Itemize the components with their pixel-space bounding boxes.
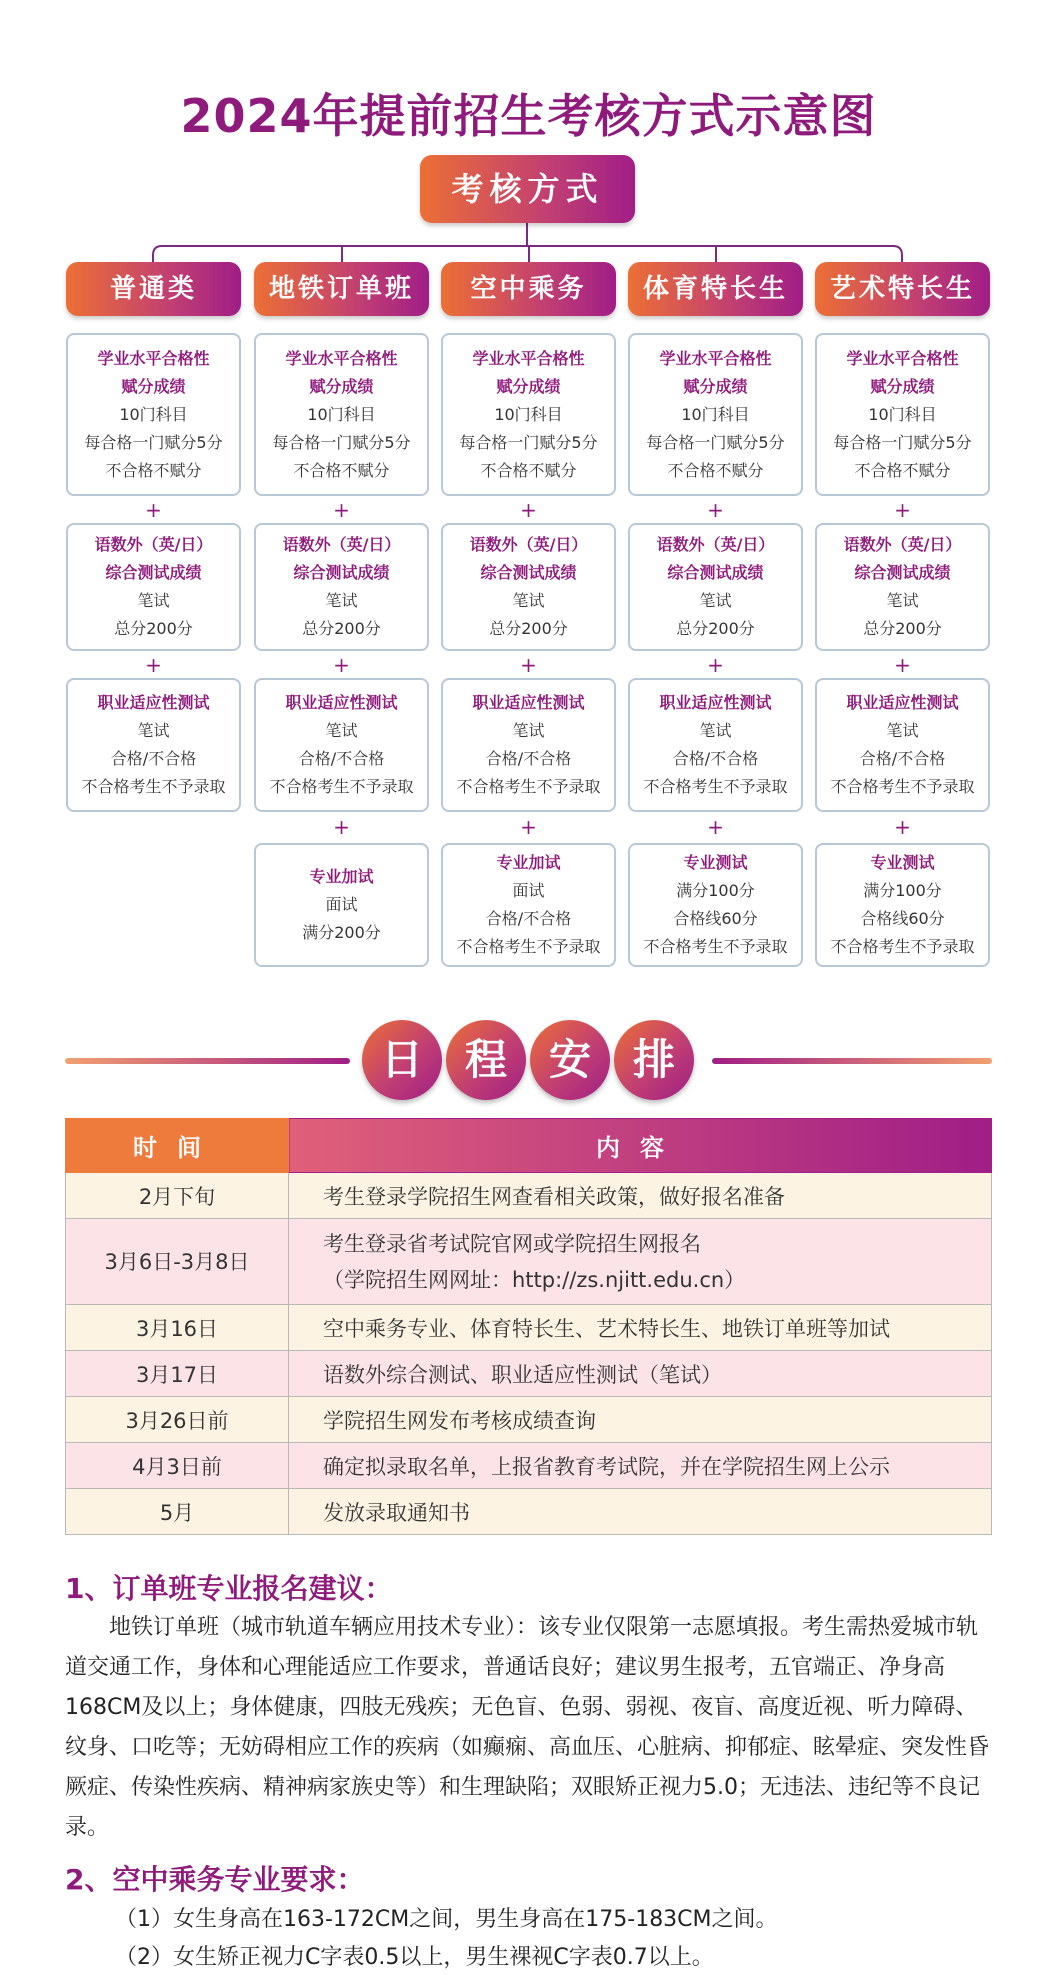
card-line: 笔试 — [699, 721, 732, 740]
card-line: 笔试 — [512, 721, 545, 740]
card-heading: 综合测试成绩 — [105, 563, 202, 582]
row-content: 考生登录学院招生网查看相关政策，做好报名准备 — [289, 1173, 992, 1219]
exam-card — [441, 523, 616, 651]
exam-card — [815, 523, 990, 651]
plus-sign: + — [894, 498, 911, 522]
plus-sign: + — [333, 653, 350, 677]
card-line: 不合格考生不予录取 — [643, 777, 788, 796]
card-line: 面试 — [512, 881, 545, 900]
card-line: 总分200分 — [676, 619, 755, 638]
card-line: 不合格不赋分 — [480, 460, 577, 480]
table-row — [66, 1173, 992, 1219]
card-line: 不合格不赋分 — [105, 460, 202, 480]
category-flight-attendant: 空中乘务 — [441, 262, 616, 316]
extra-test-card-flight — [441, 843, 616, 967]
schedule-title-char: 日 — [362, 1020, 442, 1100]
plus-sign: + — [894, 653, 911, 677]
row-content: 确定拟录取名单，上报省教育考试院，并在学院招生网上公示 — [289, 1443, 992, 1489]
aptitude-card — [254, 678, 429, 812]
divider-left — [65, 1058, 350, 1064]
card-heading: 赋分成绩 — [683, 376, 748, 396]
academic-card — [66, 333, 241, 496]
row-content — [289, 1219, 992, 1305]
card-line: 笔试 — [512, 591, 545, 610]
card-line: 合格线60分 — [860, 909, 945, 928]
row-content: 空中乘务专业、体育特长生、艺术特长生、地铁订单班等加试 — [289, 1305, 992, 1351]
card-line: 不合格考生不予录取 — [269, 777, 414, 796]
table-row — [66, 1443, 992, 1489]
card-line: 不合格不赋分 — [667, 460, 764, 480]
row-time: 3月6日-3月8日 — [66, 1219, 289, 1305]
card-heading: 语数外（英/日） — [656, 535, 775, 554]
card-heading: 职业适应性测试 — [285, 693, 398, 712]
exam-card — [254, 523, 429, 651]
card-heading: 语数外（英/日） — [94, 535, 213, 554]
card-heading: 专业测试 — [870, 853, 935, 872]
card-line: 不合格考生不予录取 — [830, 937, 975, 956]
card-line: 总分200分 — [114, 619, 193, 638]
plus-sign: + — [333, 498, 350, 522]
row-time: 2月下旬 — [66, 1173, 289, 1219]
academic-card — [815, 333, 990, 496]
aptitude-card — [66, 678, 241, 812]
table-row — [66, 1219, 992, 1305]
section2-item: （1）女生身高在163-172CM之间，男生身高在175-183CM之间。 — [115, 1907, 778, 1932]
card-line: 每合格一门赋分5分 — [459, 432, 598, 452]
card-line: 合格线60分 — [673, 909, 758, 928]
card-heading: 职业适应性测试 — [659, 693, 772, 712]
card-line: 不合格考生不予录取 — [456, 777, 601, 796]
card-line: 合格/不合格 — [859, 749, 946, 768]
card-line: 合格/不合格 — [298, 749, 385, 768]
assessment-method-root: 考核方式 — [420, 155, 635, 223]
plus-sign: + — [707, 653, 724, 677]
card-heading: 职业适应性测试 — [97, 693, 210, 712]
card-line: 满分100分 — [863, 881, 942, 900]
card-heading: 赋分成绩 — [496, 376, 561, 396]
card-line: 笔试 — [886, 721, 919, 740]
card-line: 每合格一门赋分5分 — [646, 432, 785, 452]
row-time: 3月16日 — [66, 1305, 289, 1351]
plus-sign: + — [707, 815, 724, 839]
card-line: 满分200分 — [302, 923, 381, 942]
header-time: 时间 — [66, 1119, 289, 1173]
table-row — [66, 1305, 992, 1351]
card-heading: 专业测试 — [683, 853, 748, 872]
card-line: 不合格考生不予录取 — [456, 937, 601, 956]
card-line: 合格/不合格 — [485, 749, 572, 768]
card-line: 合格/不合格 — [110, 749, 197, 768]
page-title: 2024年提前招生考核方式示意图 — [180, 89, 877, 143]
exam-card — [66, 523, 241, 651]
plus-sign: + — [894, 815, 911, 839]
row-content: 学院招生网发布考核成绩查询 — [289, 1397, 992, 1443]
card-line: 笔试 — [137, 591, 170, 610]
row-time: 4月3日前 — [66, 1443, 289, 1489]
schedule-title-char: 排 — [614, 1020, 694, 1100]
card-heading: 学业水平合格性 — [846, 348, 959, 368]
card-line: 总分200分 — [302, 619, 381, 638]
card-line: 不合格不赋分 — [293, 460, 390, 480]
card-heading: 专业加试 — [496, 853, 561, 872]
registration-url-line: （学院招生网网址：http://zs.njitt.edu.cn） — [323, 1267, 746, 1292]
card-line: 笔试 — [325, 591, 358, 610]
card-heading: 综合测试成绩 — [667, 563, 764, 582]
schedule-title-char: 程 — [446, 1020, 526, 1100]
row-time: 3月26日前 — [66, 1397, 289, 1443]
table-row — [66, 1351, 992, 1397]
card-line: 不合格不赋分 — [854, 460, 951, 480]
card-heading: 专业加试 — [309, 867, 374, 886]
extra-test-card-sports — [628, 843, 803, 967]
academic-card — [254, 333, 429, 496]
section1-body: 地铁订单班（城市轨道车辆应用技术专业）：该专业仅限第一志愿填报。考生需热爱城市轨道交通工作，身体和心理能适应工作要求，普通话良好；建议男生报考，五官端正、净身高168CM及以上；身体健康，四肢无残疾；无色盲、色弱、弱视、夜盲、高度近视、听力障碍、纹身、口吃等；无妨碍相应工作的疾病（如癫痫、高血压、心脏病、抑郁症、眩晕症、突发性昏厥症、传染性疾病、精神病家族史等）和生理缺陷；双眼矫正视力5.0；无违法、违纪等不良记录。 — [65, 1615, 990, 1840]
card-line: 不合格考生不予录取 — [643, 937, 788, 956]
aptitude-card — [441, 678, 616, 812]
row-content-line: 考生登录省考试院官网或学院招生网报名 — [323, 1231, 701, 1256]
schedule-header-row — [66, 1119, 992, 1173]
header-content: 内容 — [289, 1119, 992, 1173]
card-heading: 学业水平合格性 — [659, 348, 772, 368]
card-heading: 语数外（英/日） — [469, 535, 588, 554]
extra-test-card-arts — [815, 843, 990, 967]
card-line: 10门科目 — [868, 404, 937, 424]
plus-sign: + — [145, 498, 162, 522]
divider-right — [712, 1058, 992, 1064]
category-sports-specialty: 体育特长生 — [628, 262, 803, 316]
card-heading: 职业适应性测试 — [846, 693, 959, 712]
card-line: 笔试 — [137, 721, 170, 740]
card-heading: 综合测试成绩 — [293, 563, 390, 582]
category-arts-specialty: 艺术特长生 — [815, 262, 990, 316]
card-line: 不合格考生不予录取 — [830, 777, 975, 796]
aptitude-card — [628, 678, 803, 812]
schedule-table — [65, 1118, 992, 1535]
card-line: 10门科目 — [681, 404, 750, 424]
card-line: 10门科目 — [119, 404, 188, 424]
card-heading: 赋分成绩 — [121, 376, 186, 396]
plus-sign: + — [520, 653, 537, 677]
card-heading: 赋分成绩 — [309, 376, 374, 396]
card-line: 笔试 — [886, 591, 919, 610]
card-heading: 职业适应性测试 — [472, 693, 585, 712]
card-heading: 语数外（英/日） — [843, 535, 962, 554]
card-line: 10门科目 — [307, 404, 376, 424]
row-time: 3月17日 — [66, 1351, 289, 1397]
plus-sign: + — [333, 815, 350, 839]
card-line: 笔试 — [699, 591, 732, 610]
plus-sign: + — [520, 498, 537, 522]
row-time: 5月 — [66, 1489, 289, 1535]
card-line: 满分100分 — [676, 881, 755, 900]
card-heading: 学业水平合格性 — [97, 348, 210, 368]
card-line: 每合格一门赋分5分 — [833, 432, 972, 452]
extra-test-card-metro — [254, 843, 429, 967]
card-line: 不合格考生不予录取 — [81, 777, 226, 796]
row-content: 语数外综合测试、职业适应性测试（笔试） — [289, 1351, 992, 1397]
card-line: 每合格一门赋分5分 — [272, 432, 411, 452]
category-general: 普通类 — [66, 262, 241, 316]
aptitude-card — [815, 678, 990, 812]
category-metro-order-class: 地铁订单班 — [254, 262, 429, 316]
card-line: 面试 — [325, 895, 358, 914]
card-line: 10门科目 — [494, 404, 563, 424]
table-row — [66, 1397, 992, 1443]
card-line: 合格/不合格 — [485, 909, 572, 928]
academic-card — [441, 333, 616, 496]
section2-heading: 2、空中乘务专业要求： — [65, 1863, 365, 1896]
card-heading: 赋分成绩 — [870, 376, 935, 396]
section2-item: （2）女生矫正视力C字表0.5以上，男生裸视C字表0.7以上。 — [115, 1945, 714, 1970]
card-line: 总分200分 — [489, 619, 568, 638]
card-line: 合格/不合格 — [672, 749, 759, 768]
plus-sign: + — [145, 653, 162, 677]
table-row — [66, 1489, 992, 1535]
card-heading: 综合测试成绩 — [854, 563, 951, 582]
section1-heading: 1、订单班专业报名建议： — [65, 1572, 393, 1605]
card-line: 总分200分 — [863, 619, 942, 638]
card-line: 每合格一门赋分5分 — [84, 432, 223, 452]
exam-card — [628, 523, 803, 651]
schedule-title-char: 安 — [530, 1020, 610, 1100]
plus-sign: + — [520, 815, 537, 839]
row-content: 发放录取通知书 — [289, 1489, 992, 1535]
academic-card — [628, 333, 803, 496]
plus-sign: + — [707, 498, 724, 522]
card-heading: 学业水平合格性 — [472, 348, 585, 368]
card-heading: 学业水平合格性 — [285, 348, 398, 368]
card-heading: 综合测试成绩 — [480, 563, 577, 582]
card-line: 笔试 — [325, 721, 358, 740]
card-heading: 语数外（英/日） — [282, 535, 401, 554]
